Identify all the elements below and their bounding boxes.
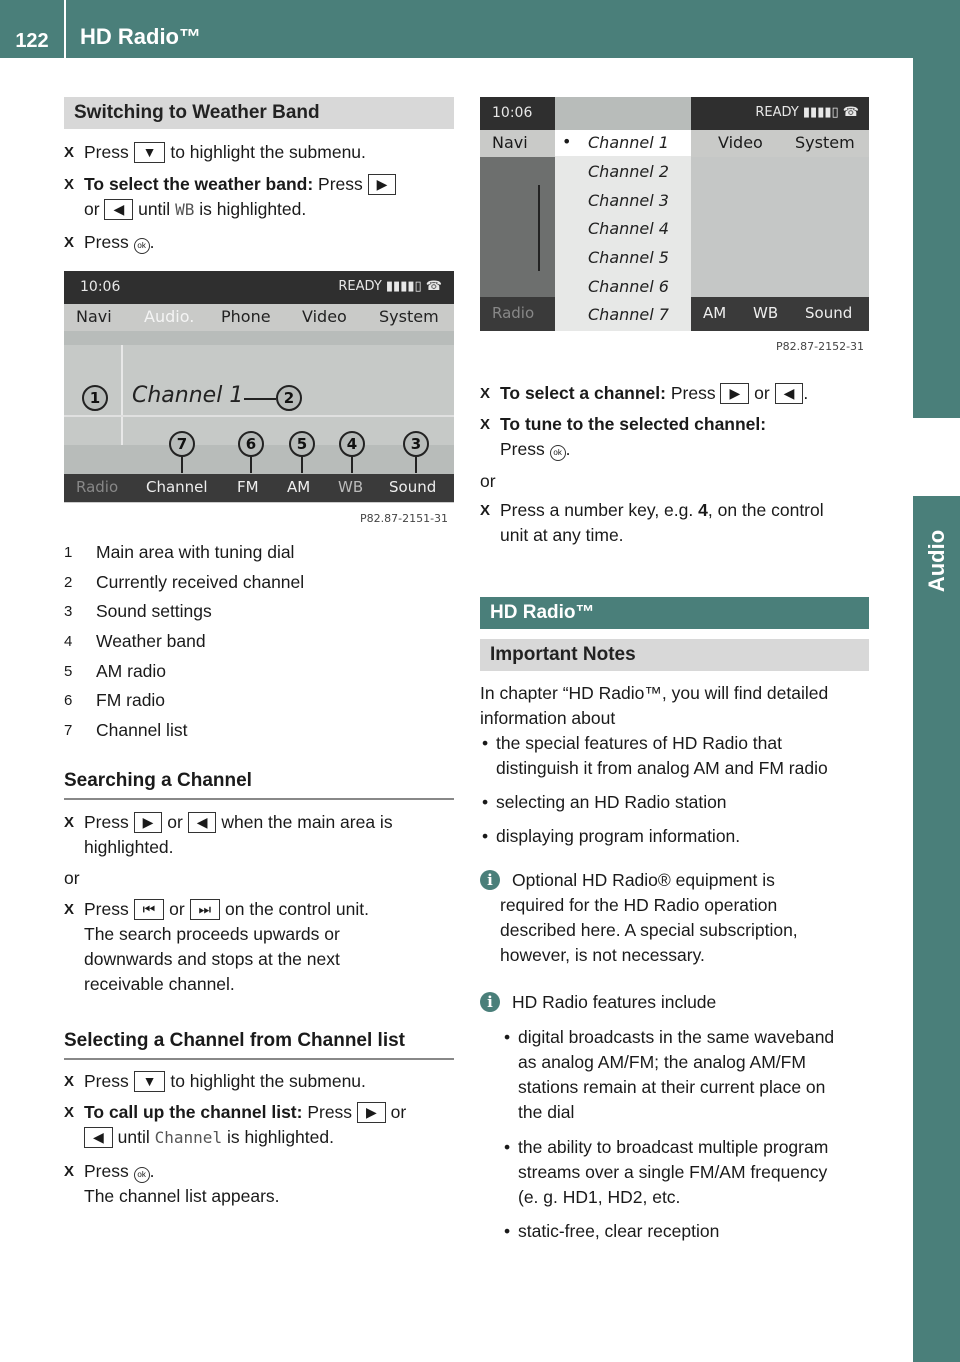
callout-5: 5 [289, 431, 315, 457]
legend-item: 6 FM radio [64, 690, 166, 710]
legend-item: 3 Sound settings [64, 601, 212, 621]
selecting-step-3: X Press ok . The channel list appears. [64, 1159, 456, 1209]
screen-bottom-menu [64, 474, 454, 502]
section-heading-hd-radio: HD Radio™ [480, 597, 869, 629]
screen-main-menu [64, 304, 454, 331]
bottom-item-radio: Radio [492, 304, 535, 322]
current-channel: Channel 1 [132, 383, 244, 408]
menu-item-navi: Navi [492, 133, 528, 152]
bottom-item-sound: Sound [805, 304, 853, 322]
bottom-item-sound: Sound [389, 478, 437, 496]
menu-item-video: Video [302, 307, 347, 326]
info-note: i HD Radio features include [480, 990, 875, 1015]
legend-item: 7 Channel list [64, 720, 188, 740]
section-heading-important-notes: Important Notes [480, 639, 869, 671]
page-header [0, 0, 960, 58]
chapter-sidebar [913, 58, 960, 1362]
bottom-item-radio: Radio [76, 478, 119, 496]
section-heading-searching: Searching a Channel [64, 770, 454, 800]
list-item: • digital broadcasts in the same waveband as analog AM/FM; the analog AM/FM stations remain at their current place on the dial [502, 1025, 874, 1125]
channel-item[interactable]: Channel 1 [588, 133, 669, 152]
channel-item[interactable]: Channel 6 [588, 277, 669, 296]
right-key: ▶ [134, 812, 163, 833]
legend-item: 5 AM radio [64, 661, 167, 681]
figure-caption-1: P82.87-2151-31 [360, 512, 449, 525]
channel-item[interactable]: Channel 5 [588, 248, 669, 267]
ok-key: ok [134, 238, 150, 254]
info-icon: i [480, 870, 500, 890]
legend-item: 2 Currently received channel [64, 572, 305, 592]
bottom-item-wb: WB [338, 478, 364, 496]
searching-step-1: X Press ▶ or ◀ when the main area is highlighted. [64, 810, 456, 860]
left-key: ◀ [104, 199, 133, 220]
callout-3: 3 [403, 431, 429, 457]
right-key: ▶ [720, 383, 749, 404]
callout-2: 2 [276, 385, 302, 411]
list-item: • the ability to broadcast multiple program streams over a single FM/AM frequency (e. g. HD1, HD2, etc. [502, 1135, 874, 1210]
channel-item[interactable]: Channel 3 [588, 191, 669, 210]
legend-item: 1 Main area with tuning dial [64, 542, 295, 562]
bottom-item-wb: WB [753, 304, 779, 322]
screen-status-bar: 10:06 READY ▮▮▮▮▯ ☎ [64, 271, 454, 304]
down-key: ▼ [134, 142, 166, 163]
list-item: • static-free, clear reception [502, 1219, 874, 1244]
bottom-item-fm: FM [237, 478, 259, 496]
weather-step-2: X To select the weather band: Press ▶ or ◀ until WB is highlighted. [64, 172, 456, 222]
or-text: or [64, 868, 80, 888]
radio-screen [64, 271, 454, 503]
figure-caption-2: P82.87-2152-31 [776, 340, 865, 353]
channel-item[interactable]: Channel 4 [588, 219, 669, 238]
callout-1: 1 [82, 385, 108, 411]
list-item: • the special features of HD Radio that distinguish it from analog AM and FM radio [480, 731, 875, 781]
skip-forward-key: ⏭ [190, 899, 221, 920]
right-step-select-channel: X To select a channel: Press ▶ or ◀ . [480, 381, 872, 406]
menu-item-system: System [795, 133, 855, 152]
bottom-item-channel: Channel [146, 478, 208, 496]
page-number: 122 [15, 30, 49, 52]
callout-7: 7 [169, 431, 195, 457]
weather-step-1: X Press ▼ to highlight the submenu. [64, 140, 456, 165]
ok-key: ok [134, 1167, 150, 1183]
menu-item-phone: Phone [221, 307, 271, 326]
right-key: ▶ [357, 1102, 386, 1123]
legend-item: 4 Weather band [64, 631, 206, 651]
menu-item-system: System [379, 307, 439, 326]
bottom-item-am: AM [287, 478, 311, 496]
info-note: i Optional HD Radio® equipment is required for the HD Radio operation described here. A special subscription, however, is not necessary. [480, 868, 875, 968]
header-divider [64, 0, 66, 58]
ok-key: ok [550, 445, 566, 461]
weather-step-3: X Press ok . [64, 230, 456, 255]
intro-paragraph: In chapter “HD Radio™, you will find detailed information about [480, 683, 829, 728]
searching-step-2: X Press ⏮ or ⏭ on the control unit. The search proceeds upwards or downwards and stops at the next receivable channel. [64, 897, 456, 997]
channel-item[interactable]: Channel 7 [588, 305, 669, 324]
or-text: or [480, 471, 496, 491]
bottom-item-am: AM [703, 304, 727, 322]
page-title: HD Radio™ [80, 24, 201, 49]
right-step-number-key: X Press a number key, e.g. 4, on the control unit at any time. [480, 498, 872, 548]
left-key: ◀ [775, 383, 804, 404]
sidebar-label: Audio [923, 529, 949, 593]
down-key: ▼ [134, 1071, 166, 1092]
sidebar-marker [913, 418, 960, 496]
menu-item-audio: Audio. [144, 307, 195, 326]
right-key: ▶ [368, 174, 397, 195]
menu-item-video: Video [718, 133, 763, 152]
menu-item-navi: Navi [76, 307, 112, 326]
callout-6: 6 [238, 431, 264, 457]
section-heading-selecting: Selecting a Channel from Channel list [64, 1030, 454, 1060]
section-heading-weather: Switching to Weather Band [64, 97, 454, 129]
channel-item[interactable]: Channel 2 [588, 162, 669, 181]
selecting-step-2: X To call up the channel list: Press ▶ or ◀ until Channel is highlighted. [64, 1100, 456, 1150]
left-key: ◀ [188, 812, 217, 833]
list-item: • displaying program information. [480, 824, 875, 849]
callout-4: 4 [339, 431, 365, 457]
info-icon: i [480, 992, 500, 1012]
channel-list-screen: 10:06 READY ▮▮▮▮▯ ☎ Navi Video System • Channel 1 Channel 2 Channel 3 Channel 4 Channel 5 Channel 6 Channel 7 Radio AM WB Sound [480, 97, 869, 331]
left-key: ◀ [84, 1127, 113, 1148]
skip-back-key: ⏮ [134, 899, 165, 920]
right-step-tune: X To tune to the selected channel: Press ok . [480, 412, 872, 462]
list-item: • selecting an HD Radio station [480, 790, 875, 815]
selecting-step-1: X Press ▼ to highlight the submenu. [64, 1069, 456, 1094]
